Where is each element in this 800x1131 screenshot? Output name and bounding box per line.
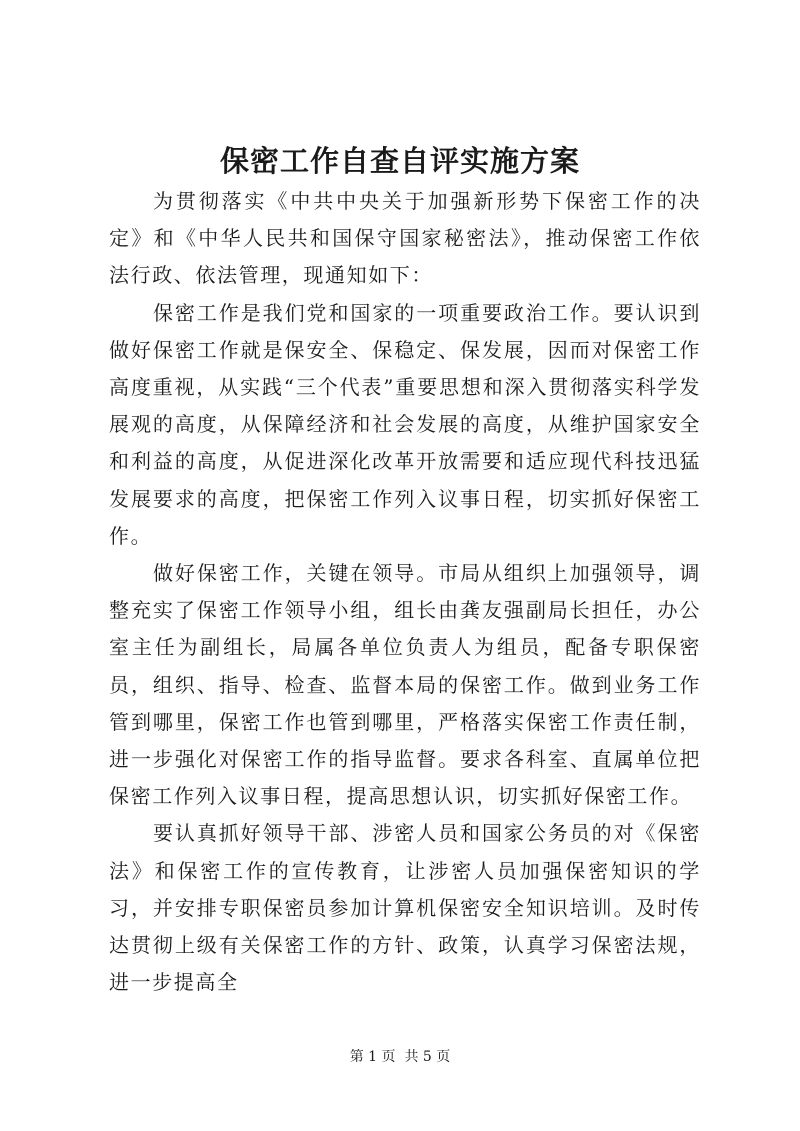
document-title: 保密工作自查自评实施方案 [219, 144, 580, 178]
page-footer [0, 1047, 800, 1067]
paragraph: 要认真抓好领导干部、涉密人员和国家公务员的对《保密法》和保密工作的宣传教育，让涉密人员加强保密知识的学习，并安排专职保密员参加计算机保密安全知识培训。及时传达贯彻上级有关保密工作的方针、政策，认真学习保密法规，进一步提高全 [109, 821, 701, 995]
page-number-label: 第 1 页 共 5 页 [349, 1049, 451, 1065]
paragraph: 保密工作是我们党和国家的一项重要政治工作。要认识到做好保密工作就是保安全、保稳定、保发展，因而对保密工作高度重视，从实践“三个代表”重要思想和深入贯彻落实科学发展观的高度，从保障经济和社会发展的高度，从维护国家安全和利益的高度，从促进深化改革开放需要和适应现代科技迅猛发展要求的高度，把保密工作列入议事日程，切实抓好保密工作。 [109, 300, 701, 548]
document-body [109, 183, 701, 1001]
paragraph: 做好保密工作，关键在领导。市局从组织上加强领导，调整充实了保密工作领导小组，组长由龚友强副局长担任，办公室主任为副组长，局属各单位负责人为组员，配备专职保密员，组织、指导、检查、监督本局的保密工作。做到业务工作管到哪里，保密工作也管到哪里，严格落实保密工作责任制，进一步强化对保密工作的指导监督。要求各科室、直属单位把保密工作列入议事日程，提高思想认识，切实抓好保密工作。 [109, 561, 701, 809]
paragraph: 为贯彻落实《中共中央关于加强新形势下保密工作的决定》和《中华人民共和国保守国家秘密法》，推动保密工作依法行政、依法管理，现通知如下： [109, 189, 701, 288]
